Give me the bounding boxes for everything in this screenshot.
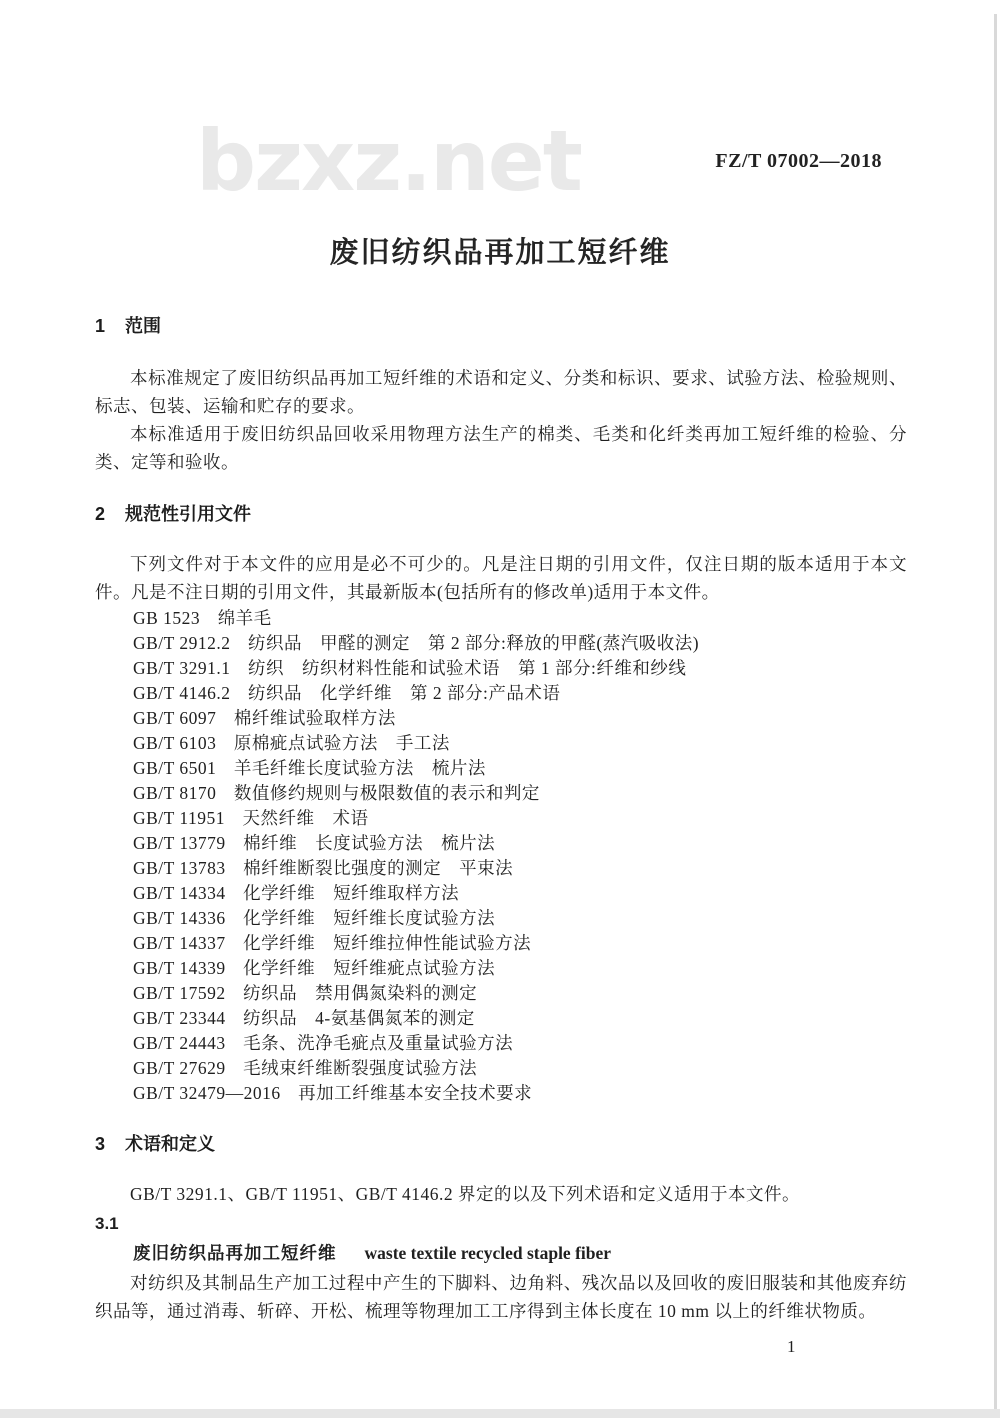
reference-code: GB/T 14334 [133,883,226,903]
reference-title: 毛绒束纤维断裂强度试验方法 [243,1058,478,1078]
reference-item [133,856,907,881]
reference-code: GB/T 23344 [133,1008,226,1028]
section-1-title: 范围 [125,316,162,336]
reference-item [133,981,907,1006]
reference-code: GB/T 6103 [133,733,217,753]
reference-code: GB/T 24443 [133,1033,226,1053]
reference-title: 棉纤维 长度试验方法 梳片法 [243,833,496,853]
section-2-heading [95,502,907,526]
reference-code: GB/T 13779 [133,833,226,853]
reference-title: 数值修约规则与极限数值的表示和判定 [233,783,540,803]
reference-item [133,656,907,681]
reference-item [133,681,907,706]
standard-code: FZ/T 07002—2018 [715,150,882,172]
reference-code: GB/T 2912.2 [133,633,231,653]
reference-code: GB 1523 [133,608,201,628]
reference-code: GB/T 27629 [133,1058,226,1078]
reference-title: 化学纤维 短纤维疵点试验方法 [243,958,496,978]
reference-code: GB/T 14339 [133,958,226,978]
reference-item [133,756,907,781]
reference-title: 纺织 纺织材料性能和试验术语 第 1 部分:纤维和纱线 [248,658,687,678]
reference-title: 原棉疵点试验方法 手工法 [233,733,450,753]
page-right-edge [994,14,997,1418]
reference-item [133,1056,907,1081]
reference-title: 毛条、洗净毛疵点及重量试验方法 [243,1033,514,1053]
reference-item [133,1031,907,1056]
reference-code: GB/T 14337 [133,933,226,953]
reference-item [133,606,907,631]
reference-title: 绵羊毛 [217,608,272,628]
reference-title: 纺织品 化学纤维 第 2 部分:产品术语 [248,683,561,703]
section-2-number: 2 [95,504,106,524]
reference-item [133,1081,907,1106]
reference-title: 羊毛纤维长度试验方法 梳片法 [233,758,486,778]
reference-title: 化学纤维 短纤维拉伸性能试验方法 [243,933,532,953]
page-bottom-edge [0,1409,1000,1418]
section-1-paragraph-2: 本标准适用于废旧纺织品回收采用物理方法生产的棉类、毛类和化纤类再加工短纤维的检验、分类、定等和验收。 [95,424,907,472]
reference-code: GB/T 13783 [133,858,226,878]
reference-code: GB/T 11951 [133,808,226,828]
reference-item [133,956,907,981]
reference-item [133,831,907,856]
reference-list [133,606,907,1106]
reference-item [133,881,907,906]
reference-item [133,631,907,656]
watermark: bzxz.net [196,112,581,210]
document-title: 废旧纺织品再加工短纤维 [329,237,671,269]
section-3-title: 术语和定义 [125,1134,216,1154]
document-body [95,314,907,1361]
reference-title: 棉纤维断裂比强度的测定 平束法 [243,858,514,878]
reference-code: GB/T 14336 [133,908,226,928]
reference-code: GB/T 6501 [133,758,217,778]
reference-item [133,706,907,731]
reference-title: 纺织品 甲醛的测定 第 2 部分:释放的甲醛(蒸汽吸收法) [248,633,700,653]
reference-item [133,906,907,931]
page-number: 1 [787,1337,796,1356]
reference-code: GB/T 6097 [133,708,217,728]
term-heading [133,1240,907,1267]
reference-item [133,781,907,806]
reference-title: 纺织品 禁用偶氮染料的测定 [243,983,478,1003]
section-2-title: 规范性引用文件 [125,504,252,524]
reference-title: 化学纤维 短纤维长度试验方法 [243,908,496,928]
section-3-intro: GB/T 3291.1、GB/T 11951、GB/T 4146.2 界定的以及下列术语和定义适用于本文件。 [130,1184,800,1204]
reference-title: 棉纤维试验取样方法 [233,708,396,728]
reference-code: GB/T 4146.2 [133,683,231,703]
section-1-heading [95,314,907,338]
reference-item [133,1006,907,1031]
reference-title: 天然纤维 术语 [242,808,369,828]
term-name-chinese: 废旧纺织品再加工短纤维 [133,1243,337,1263]
section-3-heading [95,1132,907,1156]
term-number: 3.1 [95,1214,119,1233]
reference-code: GB/T 8170 [133,783,217,803]
reference-code: GB/T 17592 [133,983,226,1003]
term-definition: 对纺织及其制品生产加工过程中产生的下脚料、边角料、残次品以及回收的废旧服装和其他废弃纺织品等，通过消毒、斩碎、开松、梳理等物理加工工序得到主体长度在 10 mm 以上的纤维状物质。 [95,1273,907,1321]
reference-title: 化学纤维 短纤维取样方法 [243,883,460,903]
reference-code: GB/T 3291.1 [133,658,231,678]
reference-title: 再加工纤维基本安全技术要求 [298,1083,533,1103]
reference-code: GB/T 32479—2016 [133,1083,281,1103]
reference-item [133,731,907,756]
reference-item [133,806,907,831]
section-2-intro: 下列文件对于本文件的应用是必不可少的。凡是注日期的引用文件，仅注日期的版本适用于本文件。凡是不注日期的引用文件，其最新版本(包括所有的修改单)适用于本文件。 [95,554,907,602]
section-1-paragraph-1: 本标准规定了废旧纺织品再加工短纤维的术语和定义、分类和标识、要求、试验方法、检验规则、标志、包装、运输和贮存的要求。 [95,368,907,416]
section-3-number: 3 [95,1134,106,1154]
section-1-number: 1 [95,316,106,336]
reference-title: 纺织品 4-氨基偶氮苯的测定 [243,1008,475,1028]
reference-item [133,931,907,956]
term-name-english: waste textile recycled staple fiber [364,1243,612,1263]
